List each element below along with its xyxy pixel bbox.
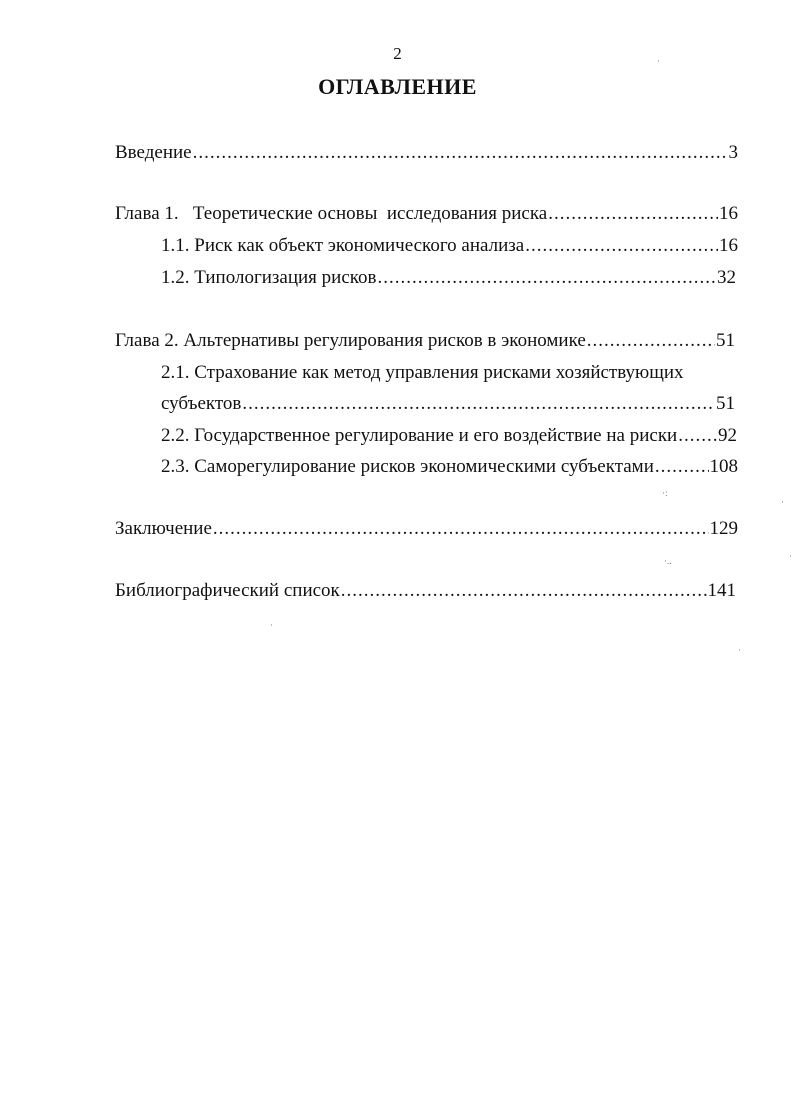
scan-speck: ·..: [664, 556, 672, 566]
toc-entry-bibliography: [115, 580, 736, 606]
scan-speck: ·: [789, 551, 792, 561]
toc-leader-dots: [213, 518, 709, 540]
toc-leader-dots: [678, 425, 717, 447]
toc-leader-dots: [525, 235, 718, 257]
toc-page: 51: [716, 330, 735, 351]
toc-page: 32: [717, 267, 736, 288]
toc-page: 16: [719, 235, 738, 256]
toc-leader-dots: [378, 267, 716, 289]
toc-entry-conclusion: [115, 518, 738, 544]
toc-label: Введение: [115, 142, 192, 163]
toc-label: Глава 1. Теоретические основы исследования риска: [115, 203, 548, 224]
toc-label: Заключение: [115, 518, 212, 539]
toc-page: 129: [709, 518, 738, 539]
toc-entry-section-2-1: [161, 393, 735, 419]
toc-label: 2.2. Государственное регулирование и его воздействие на риски: [161, 425, 678, 446]
scan-speck: ·: [781, 497, 784, 507]
toc-entry-chapter-1: [115, 203, 738, 229]
toc-entry-section-1-1: [161, 235, 738, 261]
page-title: ОГЛАВЛЕНИЕ: [318, 74, 477, 99]
toc-page: 108: [709, 456, 738, 477]
toc-leader-dots: [587, 330, 715, 352]
toc-label: Библиографический список: [115, 580, 340, 601]
toc-page: 141: [707, 580, 736, 601]
toc-leader-dots: [242, 393, 715, 415]
toc-label: 2.3. Саморегулирование рисков экономическими субъектами: [161, 456, 654, 477]
toc-leader-dots: [341, 580, 707, 602]
toc-label: Глава 2. Альтернативы регулирования рисков в экономике: [115, 330, 586, 351]
toc-page: 51: [716, 393, 735, 414]
toc-leader-dots: [548, 203, 718, 225]
toc-entry-section-2-3: [161, 456, 738, 482]
toc-label: субъектов: [161, 393, 242, 414]
scan-speck: ·: [657, 56, 660, 66]
toc-page: 16: [719, 203, 738, 224]
toc-entry-section-2-2: [161, 425, 737, 451]
toc-entry-section-1-2: [161, 267, 736, 293]
scan-speck: ·:: [662, 488, 668, 498]
toc-leader-dots: [193, 142, 728, 164]
page-number: 2: [393, 44, 402, 63]
toc-label: 1.2. Типологизация рисков: [161, 267, 377, 288]
toc-entry-chapter-2: [115, 330, 735, 356]
toc-page: 3: [728, 142, 738, 163]
toc-leader-dots: [655, 456, 709, 478]
scan-speck: ·: [738, 645, 741, 655]
scan-speck: ·: [270, 620, 273, 630]
toc-entry-section-2-1-first-line: 2.1. Страхование как метод управления рисками хозяйствующих: [161, 362, 684, 383]
toc-label: 1.1. Риск как объект экономического анализа: [161, 235, 525, 256]
toc-page: 92: [718, 425, 737, 446]
toc-entry-intro: [115, 142, 738, 168]
